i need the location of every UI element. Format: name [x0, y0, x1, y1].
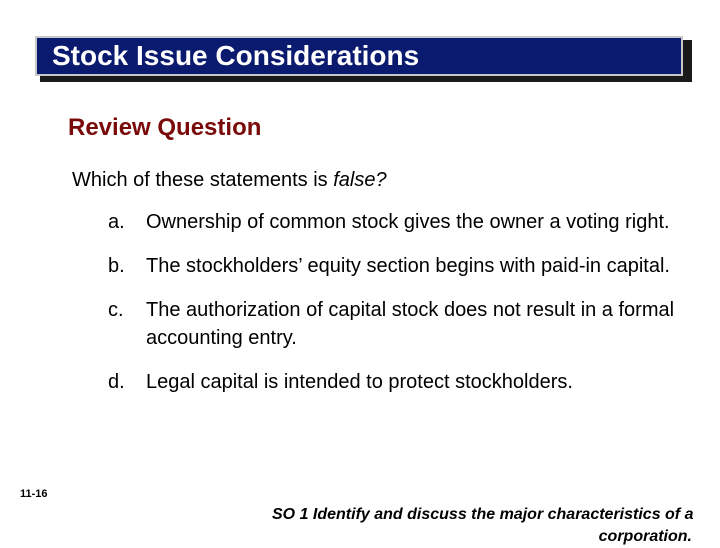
- footer-line-1: SO 1 Identify and discuss the major characteristics of a: [272, 506, 694, 523]
- slide-number: 11-16: [20, 488, 48, 500]
- option-letter: b.: [108, 255, 125, 277]
- option-a: [108, 208, 698, 236]
- option-text: The stockholders’ equity section begins with paid-in capital.: [146, 255, 670, 277]
- option-letter: d.: [108, 371, 125, 393]
- answer-options: [108, 208, 698, 412]
- question-emphasis: false?: [333, 169, 387, 191]
- option-letter: c.: [108, 299, 124, 321]
- option-text: The authorization of capital stock does not result in a formal accounting entry.: [146, 299, 675, 349]
- option-b: [108, 252, 698, 280]
- option-letter: a.: [108, 211, 125, 233]
- option-d: [108, 368, 698, 396]
- review-question-heading: Review Question: [68, 114, 262, 141]
- question-text: [72, 169, 387, 192]
- question-prefix: Which of these statements is: [72, 169, 334, 191]
- option-c: [108, 296, 698, 352]
- footer-line-2: corporation.: [598, 528, 692, 545]
- study-objective-footer: [272, 504, 712, 548]
- slide-title: Stock Issue Considerations: [52, 40, 420, 71]
- option-text: Legal capital is intended to protect stockholders.: [146, 371, 573, 393]
- option-text: Ownership of common stock gives the owner a voting right.: [146, 211, 670, 233]
- title-bar: [35, 36, 683, 76]
